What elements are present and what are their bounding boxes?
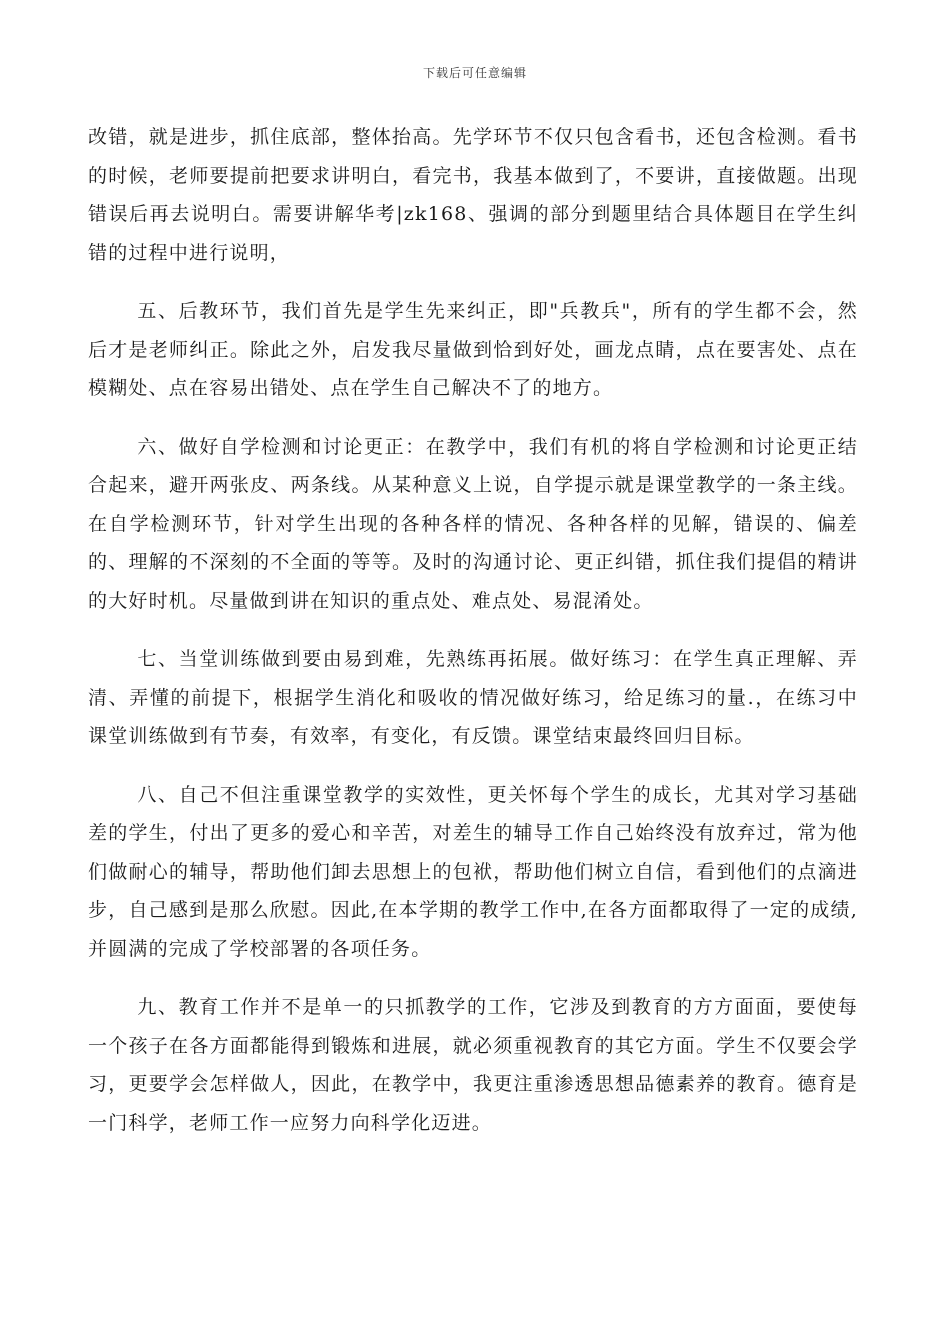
paragraph-2: 五、后教环节，我们首先是学生先来纠正，即"兵教兵"，所有的学生都不会，然后才是老师纠正。除此之外，启发我尽量做到恰到好处，画龙点睛，点在要害处、点在模糊处、点在容易出错处、点在学生自己解决不了的地方。 (88, 300, 858, 399)
paragraph-4: 七、当堂训练做到要由易到难，先熟练再拓展。做好练习：在学生真正理解、弄清、弄懂的前提下，根据学生消化和吸收的情况做好练习，给足练习的量.，在练习中课堂训练做到有节奏，有效率，有变化，有反馈。课堂结束最终回归目标。 (88, 648, 858, 747)
paragraph-5: 八、自己不但注重课堂教学的实效性，更关怀每个学生的成长，尤其对学习基础差的学生，付出了更多的爱心和辛苦，对差生的辅导工作自己始终没有放弃过，常为他们做耐心的辅导，帮助他们卸去思想上的包袱，帮助他们树立自信，看到他们的点滴进步，自己感到是那么欣慰。因此,在本学期的教学工作中,在各方面都取得了一定的成绩,并圆满的完成了学校部署的各项任务。 (88, 783, 858, 960)
paragraph-1: 改错，就是进步，抓住底部，整体抬高。先学环节不仅只包含看书，还包含检测。看书的时候，老师要提前把要求讲明白，看完书，我基本做到了，不要讲，直接做题。出现错误后再去说明白。需要讲解华考|zk168、强调的部分到题里结合具体题目在学生纠错的过程中进行说明， (88, 126, 858, 264)
paragraph-3: 六、做好自学检测和讨论更正：在教学中，我们有机的将自学检测和讨论更正结合起来，避开两张皮、两条线。从某种意义上说，自学提示就是课堂教学的一条主线。在自学检测环节，针对学生出现的各种各样的情况、各种各样的见解，错误的、偏差的、理解的不深刻的不全面的等等。及时的沟通讨论、更正纠错，抓住我们提倡的精讲的大好时机。尽量做到讲在知识的重点处、难点处、易混淆处。 (88, 435, 858, 612)
paragraph-6: 九、教育工作并不是单一的只抓教学的工作，它涉及到教育的方方面面，要使每一个孩子在各方面都能得到锻炼和进展，就必须重视教育的其它方面。学生不仅要会学习，更要学会怎样做人，因此，在教学中，我更注重渗透思想品德素养的教育。德育是一门科学，老师工作一应努力向科学化迈进。 (88, 996, 858, 1134)
document-body (88, 118, 858, 1162)
page-header: 下载后可任意编辑 (422, 66, 527, 80)
